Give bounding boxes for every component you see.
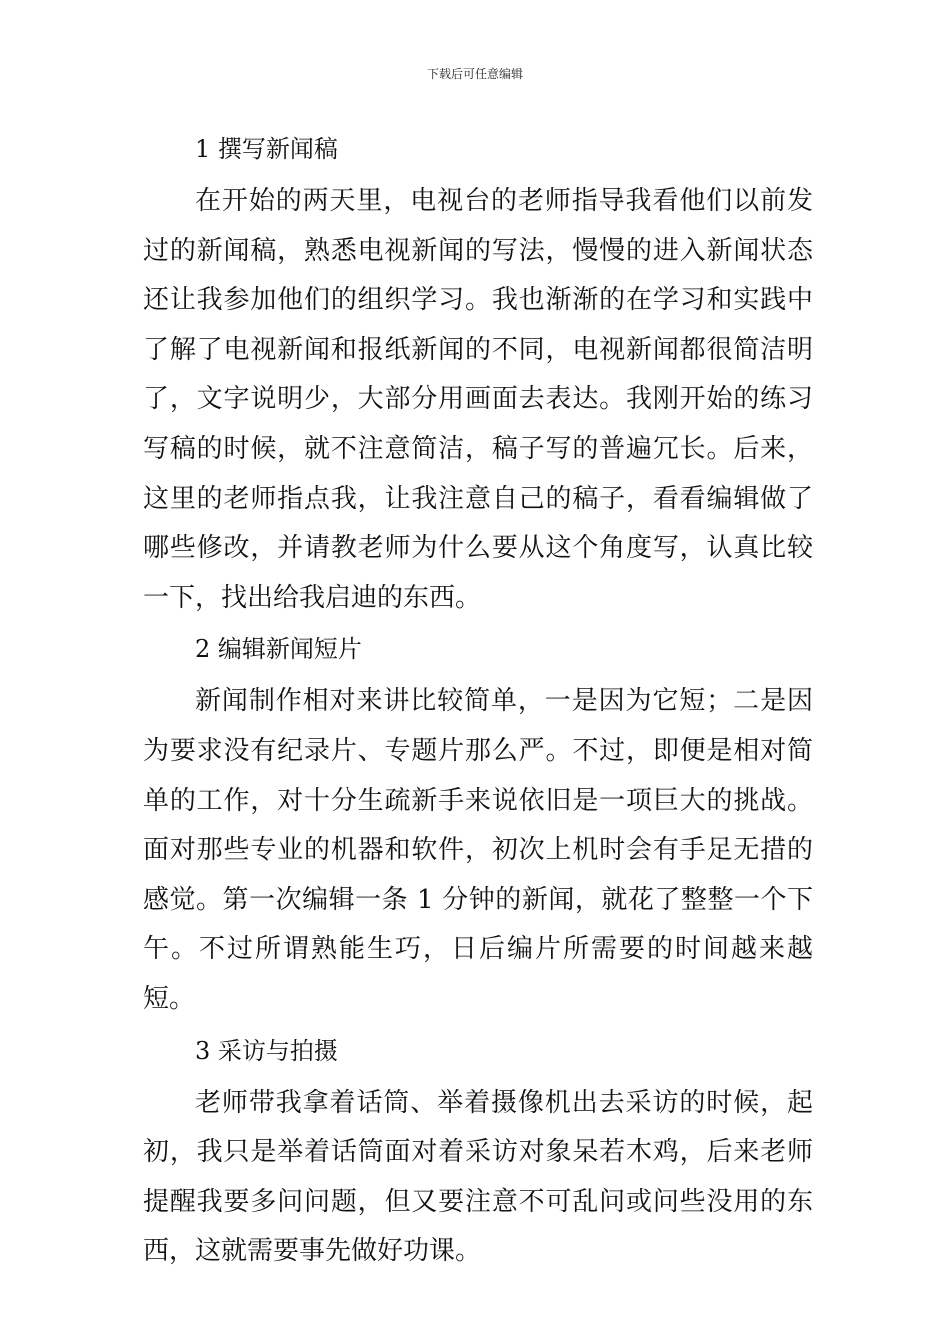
section-heading-3: 3 采访与拍摄 [195,1036,338,1065]
document-body [143,126,813,1280]
section-paragraph-1: 在开始的两天里，电视台的老师指导我看他们以前发过的新闻稿，熟悉电视新闻的写法，慢慢的进入新闻状态还让我参加他们的组织学习。我也渐渐的在学习和实践中了解了电视新闻和报纸新闻的不同，电视新闻都很简洁明了，文字说明少，大部分用画面去表达。我刚开始的练习写稿的时候，就不注意简洁，稿子写的普遍冗长。后来，这里的老师指点我，让我注意自己的稿子，看看编辑做了哪些修改，并请教老师为什么要从这个角度写，认真比较一下，找出给我启迪的东西。 [143,186,813,613]
section-paragraph-2: 新闻制作相对来讲比较简单，一是因为它短；二是因为要求没有纪录片、专题片那么严。不过，即便是相对简单的工作，对十分生疏新手来说依旧是一项巨大的挑战。面对那些专业的机器和软件，初次上机时会有手足无措的感觉。第一次编辑一条 1 分钟的新闻，就花了整整一个下午。不过所谓熟能生巧，日后编片所需要的时间越来越短。 [143,686,813,1014]
section-paragraph-3: 老师带我拿着话筒、举着摄像机出去采访的时候，起初，我只是举着话筒面对着采访对象呆若木鸡，后来老师提醒我要多问问题，但又要注意不可乱问或问些没用的东西，这就需要事先做好功课。 [143,1087,813,1267]
page-header: 下载后可任意编辑 [426,67,523,81]
section-heading-2: 2 编辑新闻短片 [195,635,362,664]
section-heading-1: 1 撰写新闻稿 [195,135,338,163]
